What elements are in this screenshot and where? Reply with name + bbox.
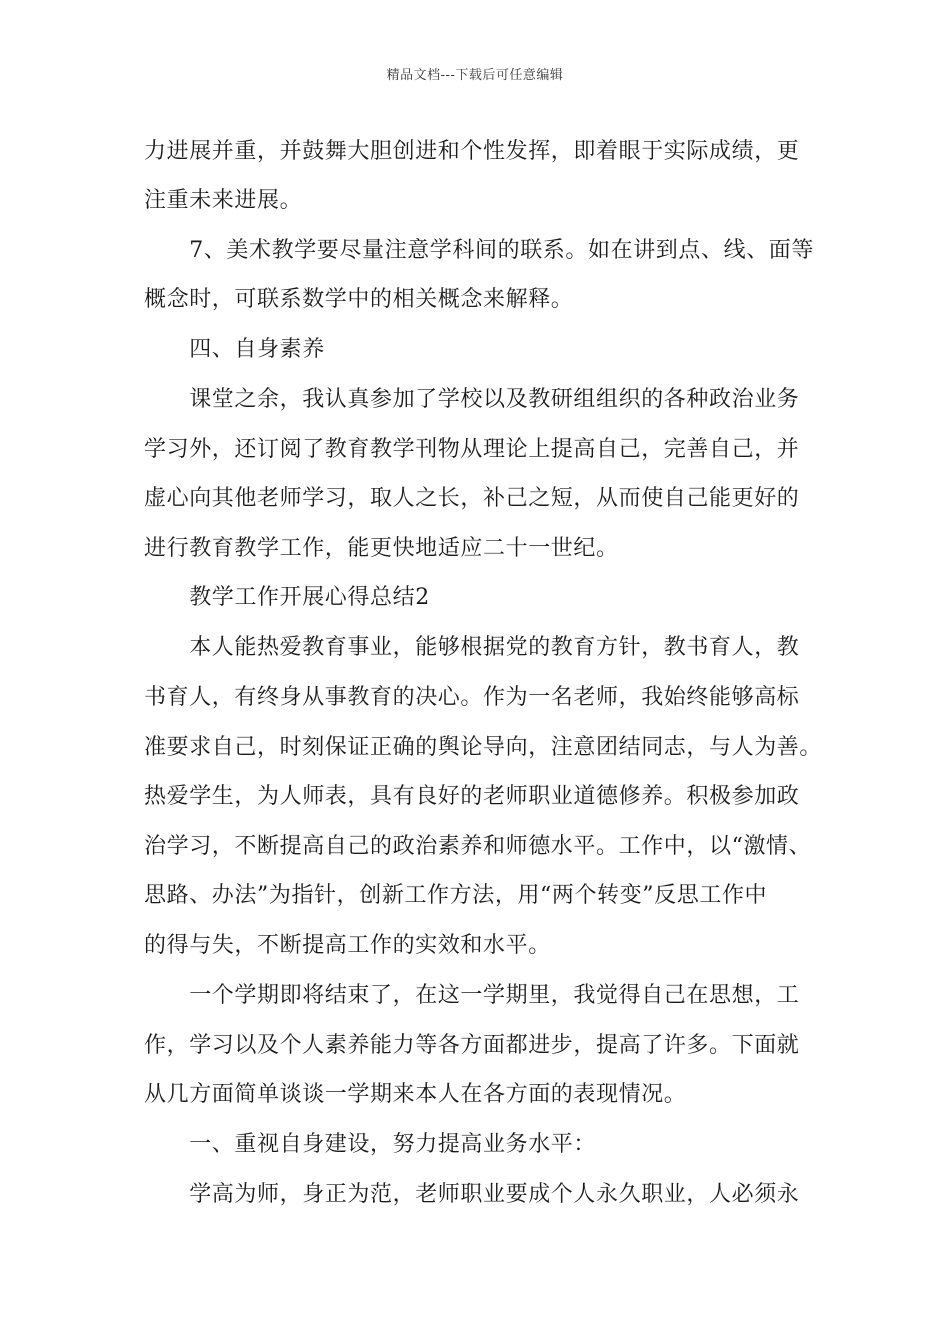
text-line: 治学习，不断提高自己的政治素养和师德水平。工作中，以“激情、 (144, 834, 812, 859)
text-line: 虚心向其他老师学习，取人之长，补己之短，从而使自己能更好的 (144, 486, 800, 511)
text-line: 7、美术教学要尽量注意学科间的联系。如在讲到点、线、面等 (144, 238, 814, 263)
text-line: 准要求自己，时刻保证正确的舆论导向，注意团结同志，与人为善。 (144, 735, 823, 760)
text-line: 的得与失，不断提高工作的实效和水平。 (144, 933, 551, 958)
text-line: 注重未来进展。 (144, 188, 303, 213)
text-line: 从几方面简单谈谈一学期来本人在各方面的表现情况。 (144, 1082, 687, 1107)
section-title: 教学工作开展心得总结2 (144, 585, 430, 610)
text-line: 课堂之余，我认真参加了学校以及教研组组织的各种政治业务 (144, 387, 800, 412)
text-line: 学习外，还订阅了教育教学刊物从理论上提高自己，完善自己，并 (144, 437, 800, 462)
text-line: 四、自身素养 (144, 337, 325, 362)
text-line: 一、重视自身建设，努力提高业务水平： (144, 1132, 597, 1157)
text-line: 概念时，可联系数学中的相关概念来解释。 (144, 287, 574, 312)
page-header: 精品文档---下载后可任意编辑 (386, 68, 564, 83)
text-line: 作，学习以及个人素养能力等各方面都进步，提高了许多。下面就 (144, 1033, 800, 1058)
text-line: 一个学期即将结束了，在这一学期里，我觉得自己在思想，工 (144, 983, 800, 1008)
text-line: 本人能热爱教育事业，能够根据党的教育方针，教书育人，教 (144, 635, 800, 660)
text-line: 思路、办法”为指针，创新工作方法，用“两个转变”反思工作中 (144, 883, 768, 908)
text-line: 力进展并重，并鼓舞大胆创进和个性发挥，即着眼于实际成绩，更 (144, 139, 800, 164)
text-line: 学高为师，身正为范，老师职业要成个人永久职业，人必须永 (144, 1182, 800, 1207)
text-line: 书育人，有终身从事教育的决心。作为一名老师，我始终能够高标 (144, 685, 800, 710)
text-line: 进行教育教学工作，能更快地适应二十一世纪。 (144, 536, 619, 561)
text-line: 热爱学生，为人师表，具有良好的老师职业道德修养。积极参加政 (144, 784, 800, 809)
